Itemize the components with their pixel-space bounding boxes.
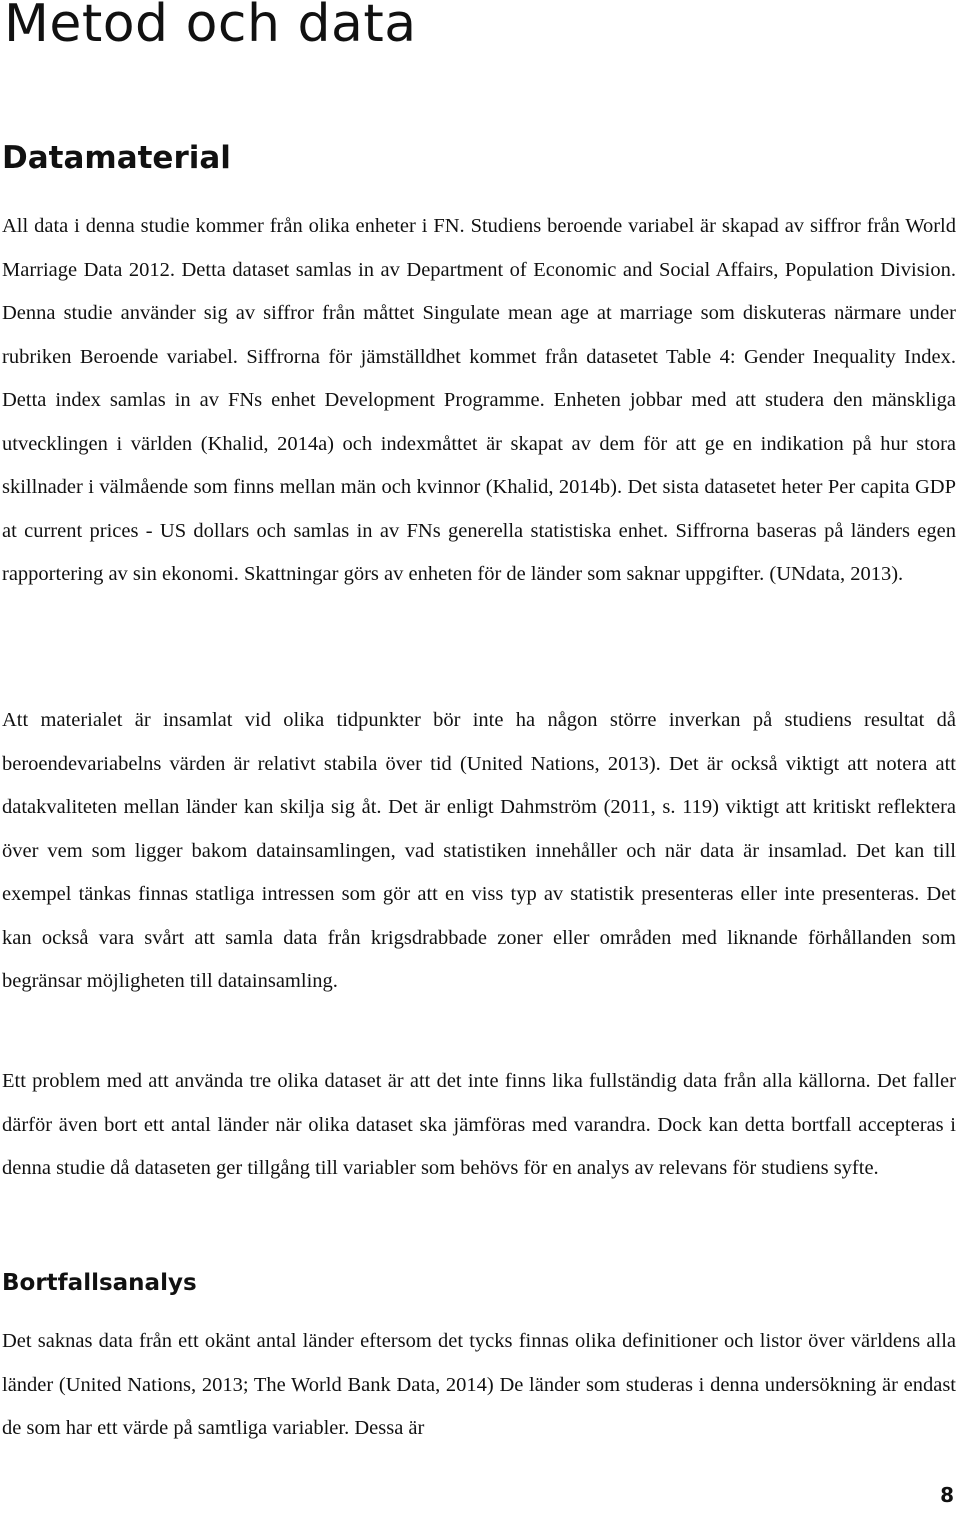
paragraph: Att materialet är insamlat vid olika tidpunkter bör inte ha någon större inverkan på studiens resultat då beroendevariabelns värden är relativt stabila över tid (United Nations, 2013). Det är också viktigt att notera att datakvaliteten mellan länder kan skilja sig åt. Det är enligt Dahmström (2011, s. 119) viktigt att kritiskt reflektera över vem som ligger bakom datainsamlingen, vad statistiken innehåller och när data är insamlad. Det kan till exempel tänkas finnas statliga intressen som gör att en viss typ av statistik presenteras eller inte presenteras. Det kan också vara svårt att samla data från krigsdrabbade zoner eller områden med liknande förhållanden som begränsar möjligheten till datainsamling. xyxy=(2,709,956,992)
paragraph: Det saknas data från ett okänt antal länder eftersom det tycks finnas olika definitioner och listor över världens alla länder (United Nations, 2013; The World Bank Data, 2014) De länder som studeras i denna undersökning är endast de som har ett värde på samtliga variabler. Dessa är xyxy=(2,1330,956,1439)
paragraph: Ett problem med att använda tre olika dataset är att det inte finns lika fullständig data från alla källorna. Det faller därför även bort ett antal länder när olika dataset ska jämföras med varandra. Dock kan detta bortfall accepteras i denna studie då dataseten ger tillgång till variabler som behövs för en analys av relevans för studiens syfte. xyxy=(2,1070,956,1179)
section-heading-datamaterial: Datamaterial xyxy=(2,140,231,176)
page-number: 8 xyxy=(940,1483,954,1507)
section-heading-bortfallsanalys: Bortfallsanalys xyxy=(2,1270,197,1296)
paragraph: All data i denna studie kommer från olika enheter i FN. Studiens beroende variabel är skapad av siffror från World Marriage Data 2012. Detta dataset samlas in av Department of Economic and Social Affairs, Population Division. Denna studie använder sig av siffror från måttet Singulate mean age at marriage som diskuteras närmare under rubriken Beroende variabel. Siffrorna för jämställdhet kommet från datasetet Table 4: Gender Inequality Index. Detta index samlas in av FNs enhet Development Programme. Enheten jobbar med att studera den mänskliga utvecklingen i världen (Khalid, 2014a) och indexmåttet är skapat av dem för att ge en indikation på hur stora skillnader i välmående som finns mellan män och kvinnor (Khalid, 2014b). Det sista datasetet heter Per capita GDP at current prices - US dollars och samlas in av FNs generella statistiska enhet. Siffrorna baseras på länders egen rapportering av sin ekonomi. Skattningar görs av enheten för de länder som saknar uppgifter. (UNdata, 2013). xyxy=(2,215,956,585)
chapter-title: Metod och data xyxy=(4,0,417,54)
